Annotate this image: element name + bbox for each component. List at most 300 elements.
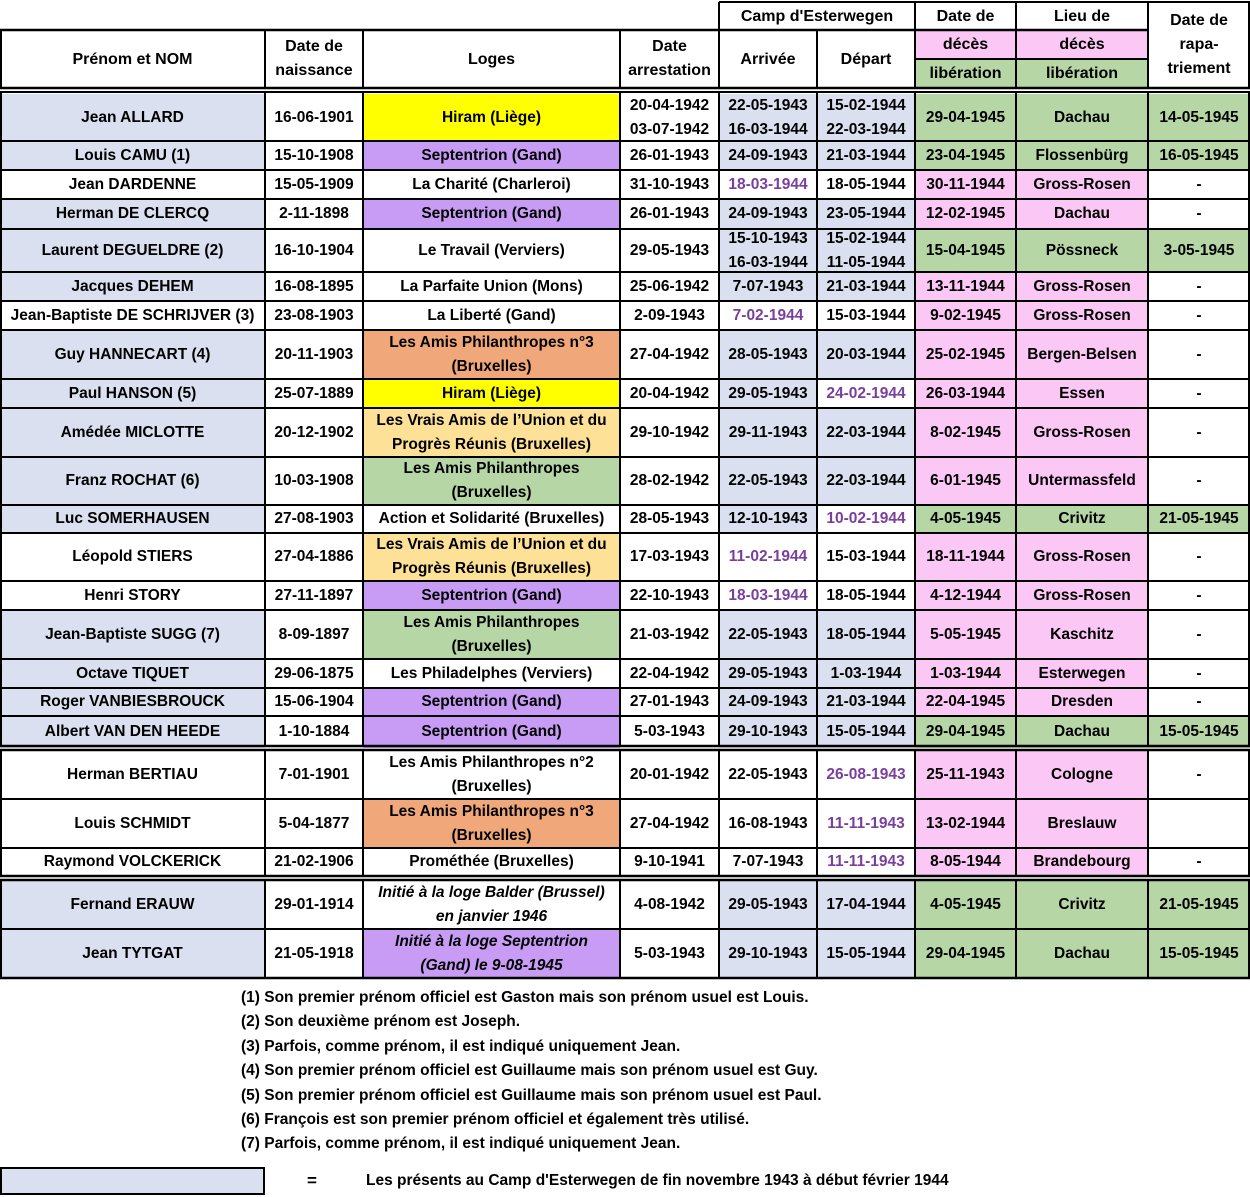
cell-line: Hiram (Liège) <box>441 108 542 126</box>
arrest-date-cell <box>620 505 719 533</box>
arrival-date-cell <box>719 929 817 979</box>
repatriation-date-cell: 3-05-1945 <box>1148 229 1250 272</box>
cell-line: 15-03-1944 <box>826 306 906 324</box>
arrest-date-cell <box>620 750 719 799</box>
cell-line: 27-01-1943 <box>629 693 710 710</box>
death-date-cell: 29-04-1945 <box>915 929 1016 979</box>
death-place-cell: Bergen-Belsen <box>1016 330 1148 379</box>
birth-date-cell: 16-10-1904 <box>265 229 363 272</box>
birth-date-cell: 15-10-1908 <box>265 141 363 170</box>
lodge-cell <box>363 457 620 505</box>
name-cell: Jean DARDENNE <box>0 170 265 199</box>
departure-date-cell <box>817 799 915 848</box>
cell-line: Les Amis Philanthropes n°3 <box>389 333 594 351</box>
cell-line: 03-07-1942 <box>629 120 710 138</box>
lodge-cell <box>363 848 620 876</box>
death-date-cell: 8-02-1945 <box>915 408 1016 457</box>
cell-line: Septentrion (Gand) <box>421 723 562 740</box>
lodge-cell <box>363 229 620 272</box>
cell-line: 29-10-1943 <box>728 945 808 962</box>
repatriation-date-cell: - <box>1148 199 1250 229</box>
name-cell: Léopold STIERS <box>0 533 265 581</box>
repatriation-date-cell: 15-05-1945 <box>1148 716 1250 748</box>
cell-line: Les Vrais Amis de l’Union et du <box>376 536 607 553</box>
cell-line: 22-03-1944 <box>826 472 906 489</box>
cell-line: Les Amis Philanthropes n°2 <box>389 753 594 771</box>
cell-line: 24-09-1943 <box>728 146 808 164</box>
birth-date-cell: 27-04-1886 <box>265 533 363 581</box>
cell-line: 24-09-1943 <box>728 693 808 710</box>
arrest-date-cell <box>620 199 719 229</box>
lodge-cell <box>363 799 620 848</box>
cell-line: 22-05-1943 <box>728 96 808 114</box>
arrival-date-cell <box>719 533 817 581</box>
departure-date-cell <box>817 581 915 610</box>
name-cell: Louis CAMU (1) <box>0 141 265 170</box>
cell-line: Progrès Réunis (Bruxelles) <box>392 435 591 453</box>
cell-line: 29-05-1943 <box>728 664 808 682</box>
header-death-place: Lieu de <box>1053 7 1110 25</box>
cell-line: 11-05-1944 <box>826 253 906 271</box>
birth-date-cell: 23-08-1903 <box>265 301 363 330</box>
header-birth <box>265 30 363 88</box>
birth-date-cell: 29-01-1914 <box>265 880 363 929</box>
arrest-date-cell <box>620 408 719 457</box>
departure-date-cell <box>817 301 915 330</box>
birth-date-cell: 1-10-1884 <box>265 716 363 748</box>
death-place-cell: Dachau <box>1016 929 1148 979</box>
repatriation-date-cell: - <box>1148 750 1250 799</box>
repatriation-date-cell: - <box>1148 659 1250 688</box>
cell-line: La Parfaite Union (Mons) <box>400 277 583 295</box>
arrest-date-cell <box>620 272 719 301</box>
cell-line: Les Vrais Amis de l’Union et du <box>376 411 607 429</box>
departure-date-cell <box>817 141 915 170</box>
repatriation-date-cell: - <box>1148 581 1250 610</box>
cell-line: 18-03-1944 <box>728 586 808 604</box>
arrival-date-cell <box>719 170 817 199</box>
repatriation-date-cell: - <box>1148 688 1250 716</box>
birth-date-cell: 25-07-1889 <box>265 379 363 408</box>
cell-line: rapa- <box>1179 36 1219 53</box>
cell-line: 5-03-1943 <box>634 945 705 962</box>
name-cell: Fernand ERAUW <box>0 880 265 929</box>
footnote: (1) Son premier prénom officiel est Gaston mais son prénom usuel est Louis. <box>241 989 809 1006</box>
arrival-date-cell <box>719 301 817 330</box>
death-place-cell: Gross-Rosen <box>1016 581 1148 610</box>
arrival-date-cell <box>719 688 817 716</box>
cell-line: 7-02-1944 <box>732 306 804 324</box>
repatriation-date-cell: 21-05-1945 <box>1148 505 1250 533</box>
death-date-cell: 29-04-1945 <box>915 716 1016 748</box>
cell-line: 26-08-1943 <box>826 765 906 783</box>
arrest-date-cell <box>620 301 719 330</box>
cell-line: 15-10-1943 <box>728 229 808 247</box>
cell-line: 21-03-1944 <box>826 693 906 710</box>
cell-line: 28-05-1943 <box>728 345 808 363</box>
cell-line: 31-10-1943 <box>629 175 710 193</box>
cell-line: 24-09-1943 <box>728 205 808 222</box>
lodge-cell <box>363 301 620 330</box>
cell-line: 17-04-1944 <box>826 895 906 913</box>
name-cell: Jean-Baptiste SUGG (7) <box>0 610 265 659</box>
cell-line: 22-05-1943 <box>728 765 808 783</box>
lodge-cell <box>363 330 620 379</box>
lodge-cell <box>363 141 620 170</box>
cell-line: (Bruxelles) <box>451 637 532 655</box>
cell-line: 7-07-1943 <box>732 853 804 870</box>
cell-line: 15-02-1944 <box>826 229 906 247</box>
lodge-cell <box>363 170 620 199</box>
footnote: (5) Son premier prénom officiel est Guillaume mais son prénom usuel est Paul. <box>241 1086 822 1104</box>
death-date-cell: 30-11-1944 <box>915 170 1016 199</box>
birth-date-cell: 21-02-1906 <box>265 848 363 876</box>
death-place-cell: Pössneck <box>1016 229 1148 272</box>
death-date-cell: 29-04-1945 <box>915 94 1016 141</box>
footnote: (6) François est son premier prénom officiel et également très utilisé. <box>241 1110 750 1128</box>
cell-line: 29-11-1943 <box>728 423 808 441</box>
death-place-cell: Flossenbürg <box>1016 141 1148 170</box>
arrival-date-cell <box>719 457 817 505</box>
name-cell: Herman BERTIAU <box>0 750 265 799</box>
cell-line: Les Philadelphes (Verviers) <box>390 664 593 682</box>
arrest-date-cell <box>620 170 719 199</box>
repatriation-date-cell: 14-05-1945 <box>1148 94 1250 141</box>
birth-date-cell: 15-05-1909 <box>265 170 363 199</box>
cell-line: 29-10-1942 <box>629 423 710 441</box>
death-place-cell: Dresden <box>1016 688 1148 716</box>
departure-date-cell <box>817 330 915 379</box>
death-date-cell: 13-02-1944 <box>915 799 1016 848</box>
arrest-date-cell <box>620 659 719 688</box>
lodge-cell <box>363 505 620 533</box>
arrival-date-cell <box>719 272 817 301</box>
lodge-cell <box>363 880 620 929</box>
death-place-cell: Dachau <box>1016 199 1148 229</box>
cell-line: 15-02-1944 <box>826 96 906 114</box>
cell-line: 29-10-1943 <box>728 723 808 740</box>
departure-date-cell <box>817 610 915 659</box>
death-date-cell: 9-02-1945 <box>915 301 1016 330</box>
arrest-date-cell <box>620 229 719 272</box>
cell-line: 22-10-1943 <box>629 586 710 604</box>
birth-date-cell: 16-08-1895 <box>265 272 363 301</box>
arrest-date-cell <box>620 880 719 929</box>
cell-line: Initié à la loge Balder (Brussel) <box>378 883 605 901</box>
cell-line: 10-02-1944 <box>826 510 906 527</box>
cell-line: 29-05-1943 <box>629 241 710 259</box>
death-place-cell: Cologne <box>1016 750 1148 799</box>
death-place-cell: Gross-Rosen <box>1016 533 1148 581</box>
header-arrest <box>620 30 719 88</box>
header-death-place-liberation: libération <box>1016 59 1148 88</box>
cell-line: Progrès Réunis (Bruxelles) <box>392 560 591 577</box>
lodge-cell <box>363 929 620 979</box>
arrest-date-cell <box>620 581 719 610</box>
cell-line: 21-03-1942 <box>629 625 710 643</box>
name-cell: Roger VANBIESBROUCK <box>0 688 265 716</box>
cell-line: 15-03-1944 <box>826 548 906 565</box>
arrival-date-cell <box>719 750 817 799</box>
name-cell: Octave TIQUET <box>0 659 265 688</box>
repatriation-date-cell: 16-05-1945 <box>1148 141 1250 170</box>
death-place-cell: Gross-Rosen <box>1016 408 1148 457</box>
arrival-date-cell <box>719 94 817 141</box>
legend-text: Les présents au Camp d'Esterwegen de fin novembre 1943 à début février 1944 <box>366 1172 949 1189</box>
name-cell: Jacques DEHEM <box>0 272 265 301</box>
cell-line: La Liberté (Gand) <box>427 306 556 324</box>
cell-line: 26-01-1943 <box>629 146 710 164</box>
cell-line: Date de <box>285 38 343 55</box>
death-date-cell: 8-05-1944 <box>915 848 1016 876</box>
departure-date-cell <box>817 848 915 876</box>
death-date-cell: 4-05-1945 <box>915 505 1016 533</box>
birth-date-cell: 10-03-1908 <box>265 457 363 505</box>
cell-line: 21-03-1944 <box>826 277 906 295</box>
cell-line: 20-04-1942 <box>629 384 710 402</box>
death-date-cell: 1-03-1944 <box>915 659 1016 688</box>
death-place-cell: Untermassfeld <box>1016 457 1148 505</box>
death-date-cell: 18-11-1944 <box>915 533 1016 581</box>
cell-line: 25-06-1942 <box>629 277 710 295</box>
header-name: Prénom et NOM <box>72 50 193 68</box>
death-place-cell: Brandebourg <box>1016 848 1148 876</box>
birth-date-cell: 5-04-1877 <box>265 799 363 848</box>
arrival-date-cell <box>719 408 817 457</box>
lodge-cell <box>363 94 620 141</box>
lodge-cell <box>363 379 620 408</box>
header-lodge: Loges <box>467 50 516 68</box>
cell-line: 18-05-1944 <box>826 175 906 193</box>
cell-line: en janvier 1946 <box>435 907 548 925</box>
header-repatriation <box>1148 2 1250 88</box>
death-date-cell: 6-01-1945 <box>915 457 1016 505</box>
cell-line: Date <box>652 38 687 55</box>
arrival-date-cell <box>719 199 817 229</box>
death-place-cell: Dachau <box>1016 716 1148 748</box>
cell-line: Hiram (Liège) <box>441 384 542 402</box>
departure-date-cell <box>817 750 915 799</box>
arrest-date-cell <box>620 94 719 141</box>
repatriation-date-cell: - <box>1148 610 1250 659</box>
birth-date-cell: 2-11-1898 <box>265 199 363 229</box>
lodge-cell <box>363 199 620 229</box>
name-cell: Amédée MICLOTTE <box>0 408 265 457</box>
cell-line: 4-08-1942 <box>634 895 705 913</box>
cell-line: Action et Solidarité (Bruxelles) <box>378 510 605 527</box>
arrival-date-cell <box>719 716 817 748</box>
cell-line: 18-03-1944 <box>728 175 808 193</box>
arrival-date-cell <box>719 799 817 848</box>
cell-line: triement <box>1167 60 1231 77</box>
birth-date-cell: 15-06-1904 <box>265 688 363 716</box>
departure-date-cell <box>817 880 915 929</box>
death-place-cell: Gross-Rosen <box>1016 301 1148 330</box>
birth-date-cell: 27-08-1903 <box>265 505 363 533</box>
arrest-date-cell <box>620 141 719 170</box>
header-death-date: Date de <box>936 7 995 25</box>
lodge-cell <box>363 750 620 799</box>
cell-line: 11-02-1944 <box>728 548 808 565</box>
departure-date-cell <box>817 379 915 408</box>
cell-line: (Bruxelles) <box>451 357 532 375</box>
death-date-cell: 25-02-1945 <box>915 330 1016 379</box>
cell-line: 22-04-1942 <box>629 664 710 682</box>
header-camp-group: Camp d'Esterwegen <box>740 7 894 25</box>
death-place-cell: Crivitz <box>1016 880 1148 929</box>
death-date-cell: 5-05-1945 <box>915 610 1016 659</box>
death-date-cell: 26-03-1944 <box>915 379 1016 408</box>
name-cell: Jean-Baptiste DE SCHRIJVER (3) <box>0 301 265 330</box>
header-death-date-deces: décès <box>915 30 1016 59</box>
repatriation-date-cell: 15-05-1945 <box>1148 929 1250 979</box>
name-cell: Albert VAN DEN HEEDE <box>0 716 265 748</box>
cell-line: arrestation <box>628 62 711 79</box>
name-cell: Guy HANNECART (4) <box>0 330 265 379</box>
cell-line: 12-10-1943 <box>728 510 808 527</box>
cell-line: Le Travail (Verviers) <box>418 241 565 259</box>
birth-date-cell: 8-09-1897 <box>265 610 363 659</box>
header-departure: Départ <box>840 50 892 68</box>
lodge-cell <box>363 716 620 748</box>
lodge-cell <box>363 408 620 457</box>
cell-line: 5-03-1943 <box>634 723 705 740</box>
cell-line: Les Amis Philanthropes <box>403 460 580 477</box>
lodge-cell <box>363 533 620 581</box>
cell-line: Initié à la loge Septentrion <box>395 933 588 950</box>
departure-date-cell <box>817 199 915 229</box>
death-date-cell: 22-04-1945 <box>915 688 1016 716</box>
name-cell: Louis SCHMIDT <box>0 799 265 848</box>
name-cell: Franz ROCHAT (6) <box>0 457 265 505</box>
cell-line: 21-03-1944 <box>826 146 906 164</box>
arrest-date-cell <box>620 929 719 979</box>
arrest-date-cell <box>620 533 719 581</box>
cell-line: (Bruxelles) <box>451 484 532 501</box>
arrest-date-cell <box>620 799 719 848</box>
footnote: (7) Parfois, comme prénom, il est indiqué uniquement Jean. <box>241 1135 681 1153</box>
arrival-date-cell <box>719 379 817 408</box>
departure-date-cell <box>817 170 915 199</box>
cell-line: 16-03-1944 <box>728 120 808 138</box>
birth-date-cell: 20-11-1903 <box>265 330 363 379</box>
cell-line: 16-08-1943 <box>728 814 808 832</box>
cell-line: 28-02-1942 <box>629 472 710 489</box>
arrival-date-cell <box>719 581 817 610</box>
death-date-cell: 15-04-1945 <box>915 229 1016 272</box>
arrest-date-cell <box>620 330 719 379</box>
departure-date-cell <box>817 716 915 748</box>
cell-line: 29-05-1943 <box>728 384 808 402</box>
arrival-date-cell <box>719 659 817 688</box>
departure-date-cell <box>817 272 915 301</box>
repatriation-date-cell: - <box>1148 533 1250 581</box>
cell-line: 20-01-1942 <box>629 765 710 783</box>
footnote: (4) Son premier prénom officiel est Guillaume mais son prénom usuel est Guy. <box>241 1062 818 1080</box>
cell-line: 28-05-1943 <box>629 510 710 527</box>
death-date-cell: 25-11-1943 <box>915 750 1016 799</box>
birth-date-cell: 21-05-1918 <box>265 929 363 979</box>
repatriation-date-cell: - <box>1148 272 1250 301</box>
repatriation-date-cell: - <box>1148 848 1250 876</box>
departure-date-cell <box>817 408 915 457</box>
legend-color-swatch <box>0 1167 265 1195</box>
death-place-cell: Essen <box>1016 379 1148 408</box>
name-cell: Jean ALLARD <box>0 94 265 141</box>
cell-line: 9-10-1941 <box>634 853 705 870</box>
departure-date-cell <box>817 505 915 533</box>
name-cell: Herman DE CLERCQ <box>0 199 265 229</box>
arrival-date-cell <box>719 330 817 379</box>
cell-line: 24-02-1944 <box>826 384 906 402</box>
departure-date-cell <box>817 457 915 505</box>
cell-line: 11-11-1943 <box>827 814 905 832</box>
cell-line: La Charité (Charleroi) <box>412 175 571 193</box>
arrest-date-cell <box>620 457 719 505</box>
departure-date-cell <box>817 533 915 581</box>
departure-date-cell <box>817 688 915 716</box>
death-date-cell: 23-04-1945 <box>915 141 1016 170</box>
cell-line: 11-11-1943 <box>827 853 905 870</box>
cell-line: Septentrion (Gand) <box>421 146 562 164</box>
name-cell: Laurent DEGUELDRE (2) <box>0 229 265 272</box>
footnote: (2) Son deuxième prénom est Joseph. <box>241 1013 521 1031</box>
cell-line: 29-05-1943 <box>728 895 808 913</box>
cell-line: 27-04-1942 <box>629 814 710 832</box>
birth-date-cell: 7-01-1901 <box>265 750 363 799</box>
cell-line: 16-03-1944 <box>728 253 808 271</box>
birth-date-cell: 29-06-1875 <box>265 659 363 688</box>
birth-date-cell: 27-11-1897 <box>265 581 363 610</box>
departure-date-cell <box>817 229 915 272</box>
repatriation-date-cell: - <box>1148 330 1250 379</box>
death-place-cell: Breslauw <box>1016 799 1148 848</box>
cell-line: 22-03-1944 <box>826 120 906 138</box>
cell-line: Les Amis Philanthropes <box>403 613 580 631</box>
death-place-cell: Gross-Rosen <box>1016 272 1148 301</box>
death-place-cell: Gross-Rosen <box>1016 170 1148 199</box>
cell-line: 22-03-1944 <box>826 423 906 441</box>
cell-line: 20-04-1942 <box>629 96 710 114</box>
cell-line: 23-05-1944 <box>826 205 906 222</box>
cell-line: (Gand) le 9-08-1945 <box>420 957 563 974</box>
name-cell: Raymond VOLCKERICK <box>0 848 265 876</box>
birth-date-cell: 16-06-1901 <box>265 94 363 141</box>
departure-date-cell <box>817 94 915 141</box>
arrest-date-cell <box>620 379 719 408</box>
departure-date-cell <box>817 929 915 979</box>
cell-line: 22-05-1943 <box>728 625 808 643</box>
header-death-place-deces: décès <box>1016 30 1148 59</box>
cell-line: Septentrion (Gand) <box>421 693 562 710</box>
cell-line: Les Amis Philanthropes n°3 <box>389 802 594 820</box>
lodge-cell <box>363 581 620 610</box>
cell-line: 18-05-1944 <box>826 586 906 604</box>
cell-line: 27-04-1942 <box>629 345 710 363</box>
cell-line: (Bruxelles) <box>451 826 532 844</box>
departure-date-cell <box>817 659 915 688</box>
legend-equals: = <box>307 1171 317 1190</box>
death-date-cell: 4-05-1945 <box>915 880 1016 929</box>
header-death-date-liberation: libération <box>915 59 1016 88</box>
name-cell: Luc SOMERHAUSEN <box>0 505 265 533</box>
arrival-date-cell <box>719 848 817 876</box>
cell-line: 18-05-1944 <box>826 625 906 643</box>
death-place-cell: Kaschitz <box>1016 610 1148 659</box>
footnotes <box>241 986 822 1157</box>
lodge-cell <box>363 659 620 688</box>
death-place-cell: Crivitz <box>1016 505 1148 533</box>
